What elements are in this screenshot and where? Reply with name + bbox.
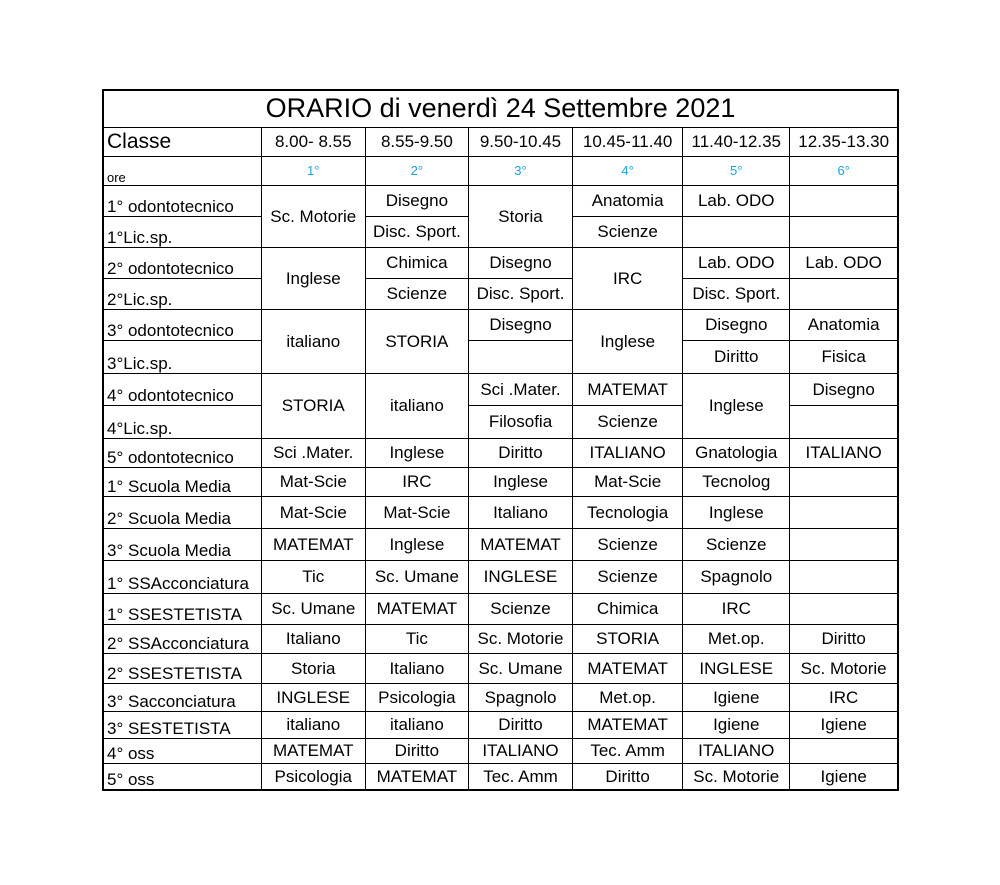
subject-cell: Inglese (468, 467, 572, 496)
class-row (103, 496, 898, 528)
subject-cell: Chimica (573, 593, 683, 624)
class-row (103, 683, 898, 711)
subject-cell: INGLESE (683, 653, 790, 683)
subject-cell: Met.op. (573, 683, 683, 711)
subject-cell: Diritto (468, 711, 572, 738)
subject-cell: Met.op. (683, 624, 790, 653)
subject-cell: Anatomia (573, 185, 683, 216)
subject-cell: MATEMAT (365, 763, 468, 790)
hours-label: ore (103, 156, 261, 185)
subject-cell: Mat-Scie (573, 467, 683, 496)
class-name: 3° Scuola Media (103, 528, 261, 560)
subject-cell (790, 560, 898, 593)
subject-cell: Tecnologia (573, 496, 683, 528)
time-slot-header: 9.50-10.45 (468, 127, 572, 156)
subject-cell: IRC (573, 247, 683, 309)
subject-cell: Scienze (683, 528, 790, 560)
subject-cell: Italiano (261, 624, 365, 653)
subject-cell: Tec. Amm (573, 738, 683, 763)
class-name: 4° odontotecnico (103, 373, 261, 405)
class-name: 2° Scuola Media (103, 496, 261, 528)
subject-cell: Disc. Sport. (683, 278, 790, 309)
subject-cell: IRC (790, 683, 898, 711)
subject-cell: Sc. Motorie (683, 763, 790, 790)
subject-cell: Spagnolo (468, 683, 572, 711)
class-name: 4° oss (103, 738, 261, 763)
subject-cell: Psicologia (365, 683, 468, 711)
subject-cell: Lab. ODO (790, 247, 898, 278)
timetable-title: ORARIO di venerdì 24 Settembre 2021 (103, 90, 898, 127)
class-row (103, 560, 898, 593)
subject-cell: Sc. Umane (365, 560, 468, 593)
class-row (103, 467, 898, 496)
class-row (103, 185, 898, 216)
class-row (103, 438, 898, 467)
slot-number: 5° (683, 156, 790, 185)
subject-cell: Scienze (573, 560, 683, 593)
subject-cell (790, 528, 898, 560)
class-row (103, 593, 898, 624)
subject-cell (790, 467, 898, 496)
class-name: 2° odontotecnico (103, 247, 261, 278)
subject-cell: Igiene (790, 763, 898, 790)
subject-cell: INGLESE (261, 683, 365, 711)
subject-cell: Spagnolo (683, 560, 790, 593)
class-row (103, 373, 898, 405)
subject-cell: Italiano (468, 496, 572, 528)
class-name: 5° odontotecnico (103, 438, 261, 467)
subject-cell: Disegno (790, 373, 898, 405)
subject-cell: Mat-Scie (365, 496, 468, 528)
subject-cell: Sc. Motorie (261, 185, 365, 247)
subject-cell: ITALIANO (468, 738, 572, 763)
subject-cell: Tic (261, 560, 365, 593)
subject-cell: Diritto (573, 763, 683, 790)
slot-number: 1° (261, 156, 365, 185)
subject-cell: ITALIANO (790, 438, 898, 467)
subject-cell: Scienze (365, 278, 468, 309)
class-row (103, 340, 898, 373)
subject-cell: Diritto (790, 624, 898, 653)
subject-cell (790, 738, 898, 763)
subject-cell: MATEMAT (261, 738, 365, 763)
subject-cell (790, 278, 898, 309)
subject-cell: Italiano (365, 653, 468, 683)
subject-cell: Mat-Scie (261, 467, 365, 496)
subject-cell: MATEMAT (468, 528, 572, 560)
subject-cell: INGLESE (468, 560, 572, 593)
class-name: 3° SESTETISTA (103, 711, 261, 738)
class-name: 5° oss (103, 763, 261, 790)
subject-cell: Disc. Sport. (468, 278, 572, 309)
subject-cell: Chimica (365, 247, 468, 278)
subject-cell: Tecnolog (683, 467, 790, 496)
subject-cell: Gnatologia (683, 438, 790, 467)
class-row (103, 624, 898, 653)
subject-cell: Disegno (683, 309, 790, 340)
subject-cell: Diritto (468, 438, 572, 467)
subject-cell: Sc. Umane (468, 653, 572, 683)
subject-cell (790, 216, 898, 247)
class-name: 1° SSAcconciatura (103, 560, 261, 593)
subject-cell: Sci .Mater. (468, 373, 572, 405)
subject-cell: Igiene (683, 683, 790, 711)
subject-cell: Storia (261, 653, 365, 683)
subject-cell: Inglese (573, 309, 683, 373)
subject-cell (790, 405, 898, 438)
class-name: 3° odontotecnico (103, 309, 261, 340)
subject-cell: Sc. Motorie (790, 653, 898, 683)
subject-cell: Diritto (683, 340, 790, 373)
subject-cell: Diritto (365, 738, 468, 763)
subject-cell: Igiene (683, 711, 790, 738)
time-slot-header: 11.40-12.35 (683, 127, 790, 156)
subject-cell: Inglese (683, 496, 790, 528)
subject-cell: MATEMAT (365, 593, 468, 624)
subject-cell: Scienze (573, 528, 683, 560)
class-name: 1° odontotecnico (103, 185, 261, 216)
class-row (103, 528, 898, 560)
subject-cell: Scienze (573, 405, 683, 438)
class-row (103, 247, 898, 278)
class-column-header: Classe (103, 127, 261, 156)
slot-number: 2° (365, 156, 468, 185)
subject-cell: STORIA (573, 624, 683, 653)
subject-cell: STORIA (365, 309, 468, 373)
class-row (103, 653, 898, 683)
subject-cell: Inglese (683, 373, 790, 438)
subject-cell: IRC (683, 593, 790, 624)
subject-cell: Inglese (365, 528, 468, 560)
subject-cell: MATEMAT (573, 711, 683, 738)
subject-cell: ITALIANO (573, 438, 683, 467)
subject-cell: italiano (365, 373, 468, 438)
subject-cell: Anatomia (790, 309, 898, 340)
subject-cell: Storia (468, 185, 572, 247)
class-name: 1° SSESTETISTA (103, 593, 261, 624)
class-name: 3° Sacconciatura (103, 683, 261, 711)
class-row (103, 763, 898, 790)
subject-cell: IRC (365, 467, 468, 496)
subject-cell: MATEMAT (573, 373, 683, 405)
subject-cell (790, 496, 898, 528)
subject-cell: Mat-Scie (261, 496, 365, 528)
class-name: 2° SSAcconciatura (103, 624, 261, 653)
class-name: 2° SSESTETISTA (103, 653, 261, 683)
time-slot-header: 8.00- 8.55 (261, 127, 365, 156)
class-row (103, 278, 898, 309)
subject-cell: Fisica (790, 340, 898, 373)
subject-cell: Sc. Umane (261, 593, 365, 624)
subject-cell: Igiene (790, 711, 898, 738)
time-slot-header: 8.55-9.50 (365, 127, 468, 156)
subject-cell: Disegno (468, 309, 572, 340)
subject-cell: Filosofia (468, 405, 572, 438)
subject-cell: Tec. Amm (468, 763, 572, 790)
time-slot-header: 10.45-11.40 (573, 127, 683, 156)
subject-cell: Disegno (365, 185, 468, 216)
subject-cell: MATEMAT (573, 653, 683, 683)
subject-cell: Inglese (365, 438, 468, 467)
subject-cell: ITALIANO (683, 738, 790, 763)
timetable (102, 89, 899, 791)
class-name: 3°Lic.sp. (103, 340, 261, 373)
subject-cell (790, 185, 898, 216)
class-name: 1° Scuola Media (103, 467, 261, 496)
subject-cell (683, 216, 790, 247)
class-name: 4°Lic.sp. (103, 405, 261, 438)
subject-cell: italiano (261, 309, 365, 373)
slot-number: 6° (790, 156, 898, 185)
class-row (103, 711, 898, 738)
class-name: 2°Lic.sp. (103, 278, 261, 309)
subject-cell: Inglese (261, 247, 365, 309)
class-row (103, 738, 898, 763)
subject-cell (468, 340, 572, 373)
slot-number: 3° (468, 156, 572, 185)
subject-cell: italiano (365, 711, 468, 738)
subject-cell: MATEMAT (261, 528, 365, 560)
subject-cell: Tic (365, 624, 468, 653)
subject-cell: STORIA (261, 373, 365, 438)
subject-cell: Sc. Motorie (468, 624, 572, 653)
subject-cell: Disc. Sport. (365, 216, 468, 247)
subject-cell: Psicologia (261, 763, 365, 790)
subject-cell (790, 593, 898, 624)
time-slot-header: 12.35-13.30 (790, 127, 898, 156)
slot-number: 4° (573, 156, 683, 185)
subject-cell: Scienze (573, 216, 683, 247)
subject-cell: Scienze (468, 593, 572, 624)
subject-cell: italiano (261, 711, 365, 738)
class-row (103, 309, 898, 340)
class-name: 1°Lic.sp. (103, 216, 261, 247)
subject-cell: Lab. ODO (683, 247, 790, 278)
subject-cell: Lab. ODO (683, 185, 790, 216)
subject-cell: Sci .Mater. (261, 438, 365, 467)
subject-cell: Disegno (468, 247, 572, 278)
